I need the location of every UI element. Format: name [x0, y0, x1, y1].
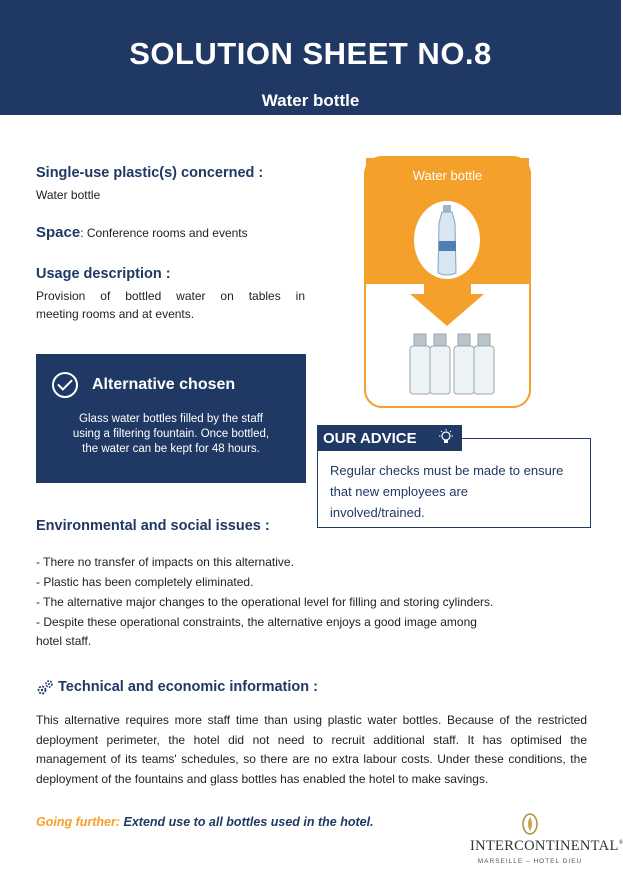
going-further — [36, 815, 374, 829]
plastic-value: Water bottle — [36, 188, 101, 202]
down-arrow-icon — [410, 282, 484, 326]
usage-line-1: Provision of bottled water on tables in — [36, 289, 305, 303]
logo-name — [470, 838, 623, 855]
page-title: SOLUTION SHEET NO.8 — [129, 36, 492, 71]
alternative-title: Alternative chosen — [92, 376, 236, 393]
issue-item: - Despite these operational constraints, the alternative enjoys a good image among — [36, 615, 477, 629]
advice-text — [330, 460, 580, 523]
intercontinental-logo — [470, 812, 623, 872]
issue-item: - The alternative major changes to the operational level for filling and storing cylinders. — [36, 595, 494, 609]
space-value: : Conference rooms and events — [80, 226, 248, 240]
usage-heading: Usage description : — [36, 266, 171, 282]
alternative-line-1: Glass water bottles filled by the staff — [79, 413, 263, 425]
alternative-text — [56, 412, 286, 457]
plastic-bottle-image — [414, 201, 480, 279]
technical-heading: Technical and economic information : — [58, 679, 318, 695]
water-bottle-illustration — [364, 156, 531, 408]
alternative-line-3: the water can be kept for 48 hours. — [82, 443, 260, 455]
issue-item: - There no transfer of impacts on this alternative. — [36, 555, 294, 569]
technical-text: This alternative requires more staff time than using plastic water bottles. Because of the restricted deployment perimeter, the hotel did not need to recruit additional staff. It has optimised the management of its teams' schedules, so there are no extra labour costs. Under these conditions, the deployment of the fountains and glass bottles has enabled the hotel to make savings. — [36, 713, 587, 786]
alternative-line-2: using a filtering fountain. Once bottled, — [72, 428, 270, 440]
gears-icon — [36, 679, 54, 697]
advice-tag-label: OUR ADVICE — [323, 430, 417, 447]
check-circle-icon — [52, 372, 78, 398]
page-subtitle: Water bottle — [261, 91, 360, 110]
space-row — [36, 224, 248, 242]
alternative-box — [36, 354, 306, 483]
issue-item: - Plastic has been completely eliminated. — [36, 575, 254, 589]
advice-line-3: involved/trained. — [330, 505, 425, 520]
going-further-label: Going further: — [36, 815, 121, 829]
advice-line-2: that new employees are — [330, 484, 469, 499]
glass-bottles-image — [366, 282, 529, 402]
advice-line-1: Regular checks must be made to ensure — [330, 463, 564, 478]
issue-item: hotel staff. — [36, 634, 92, 648]
logo-emblem-icon — [520, 812, 540, 836]
going-further-text: Extend use to all bottles used in the hotel. — [123, 815, 374, 829]
plastic-bottle-icon — [414, 201, 480, 279]
logo-name-text: INTERCONTINENTAL — [470, 838, 619, 854]
illustration-label: Water bottle — [412, 168, 483, 183]
space-heading: Space — [36, 224, 81, 241]
lightbulb-icon — [438, 429, 454, 445]
illustration-header — [366, 158, 529, 284]
plastic-heading: Single-use plastic(s) concerned : — [36, 165, 264, 181]
logo-subtitle: MARSEILLE – HOTEL DIEU — [477, 858, 583, 865]
usage-line-2: meeting rooms and at events. — [36, 307, 195, 321]
issues-heading: Environmental and social issues : — [36, 518, 270, 534]
logo-mark: ® — [618, 840, 623, 847]
header-banner — [0, 0, 621, 115]
advice-tag — [317, 425, 462, 451]
